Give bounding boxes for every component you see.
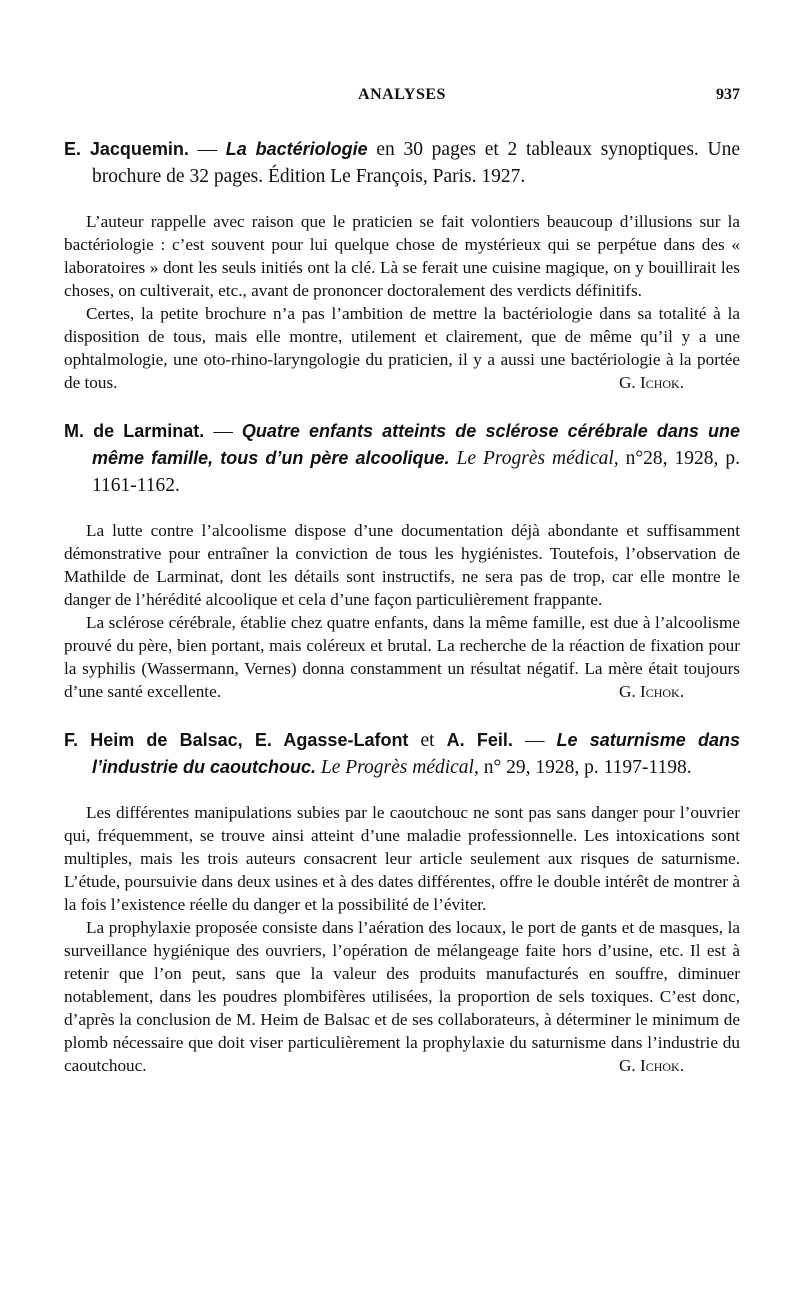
- review-paragraph: La prophylaxie proposée consiste dans l’aération des locaux, le port de gants et de masques, la surveillance hygiénique des ouvriers, l’opération de mélangeage faite hors d’usine, etc. Il est à retenir que l’on peut, sans que la valeur des produits manufacturés en souffre, diminuer notablement, dans les poudres plombifères utilisées, la proportion de sels toxiques. C’est donc, d’après la conclusion de M. Heim de Balsac et de ses collaborateurs, à déterminer le minimum de plomb nécessaire que doit viser particulièrement la prophylaxie du saturnisme dans l’industrie du caoutchouc. G. Ichok.: [64, 918, 740, 1075]
- author-conjunction: et: [408, 730, 447, 751]
- author-names: A. Feil.: [446, 730, 513, 750]
- author-names: F. Heim de Balsac, E. Agasse-Lafont: [64, 730, 409, 750]
- review-text: [64, 801, 740, 1077]
- publication-details: n°28, 1928, p. 1161-1162.: [92, 448, 740, 496]
- review-paragraph: La lutte contre l’alcoolisme dispose d’une documentation déjà abondante et suffisamment démonstrative pour entraîner la conviction de tous les hygiénistes. Toutefois, l’observation de Mathilde de Larminat, dont les détails sont instructifs, ne sera pas de trop, car elle montre le danger de l’hérédité alcoolique et cela d’une façon particulièrement frappante.: [64, 521, 740, 609]
- citation: [64, 136, 740, 190]
- article-title: La bactériologie: [225, 139, 368, 159]
- citation: [64, 418, 740, 499]
- review-text: [64, 210, 740, 394]
- review-entry: [64, 136, 740, 394]
- citation: [64, 727, 740, 781]
- article-title: Le saturnisme dans l’industrie du caoutchouc.: [92, 730, 741, 777]
- author-names: M. de Larminat.: [64, 421, 205, 441]
- article-title: Quatre enfants atteints de sclérose cérébrale dans une même famille, tous d’un père alcoolique.: [92, 421, 740, 468]
- dash-separator: —: [512, 730, 557, 751]
- reviewer-signature: G. Ichok.: [618, 682, 684, 701]
- running-head: [64, 86, 740, 116]
- review-paragraph: Certes, la petite brochure n’a pas l’ambition de mettre la bactériologie dans sa totalité à la disposition de tous, mais elle montre, utilement et clairement, que de même qu’il y a une ophtalmologie, une oto-rhino-laryngologie du praticien, il y a aussi une bactériologie à la portée de tous. G. Ichok.: [64, 304, 740, 392]
- page: [64, 86, 740, 1077]
- review-paragraph: Les différentes manipulations subies par le caoutchouc ne sont pas sans danger pour l’ouvrier qui, fréquemment, se trouve ainsi atteint d’une maladie professionnelle. Les intoxications sont multiples, mais les trois auteurs consacrent leur article seulement aux risques de saturnisme. L’étude, poursuivie dans deux usines et à des dates différentes, offre le double intérêt de montrer à la fois l’existence réelle du danger et la possibilité de l’éviter.: [64, 803, 740, 914]
- author-names: E. Jacquemin.: [64, 139, 189, 159]
- review-paragraph: L’auteur rappelle avec raison que le praticien se fait volontiers beaucoup d’illusions sur la bactériologie : c’est souvent pour lui quelque chose de mystérieux qui se perpétue dans des « laboratoires » dont les seuls initiés ont la clé. Là se ferait une cuisine magique, on y bouillirait les choses, on cultiverait, etc., avant de prononcer doctoralement des verdicts définitifs.: [64, 212, 740, 300]
- review-entry: [64, 727, 740, 1077]
- dash-separator: —: [188, 139, 226, 160]
- page-number: 937: [716, 86, 740, 103]
- publication-details: en 30 pages et 2 tableaux synoptiques. Une brochure de 32 pages. Édition Le François, Paris. 1927.: [92, 139, 740, 187]
- publication-details: n° 29, 1928, p. 1197-1198.: [478, 757, 692, 778]
- review-text: [64, 519, 740, 703]
- journal-name: Le Progrès médical,: [456, 448, 619, 469]
- reviewer-signature: G. Ichok.: [618, 373, 684, 392]
- journal-name: Le Progrès médical,: [316, 757, 479, 778]
- reviewer-signature: G. Ichok.: [618, 1056, 684, 1075]
- review-entry: [64, 418, 740, 703]
- section-title: ANALYSES: [358, 86, 446, 103]
- dash-separator: —: [204, 421, 242, 442]
- review-paragraph: La sclérose cérébrale, établie chez quatre enfants, dans la même famille, est due à l’alcoolisme prouvé du père, bien portant, mais coléreux et brutal. La recherche de la réaction de fixation pour la syphilis (Wassermann, Vernes) donna constamment un résultat négatif. La mère était toujours d’une santé excellente. G. Ichok.: [64, 613, 740, 701]
